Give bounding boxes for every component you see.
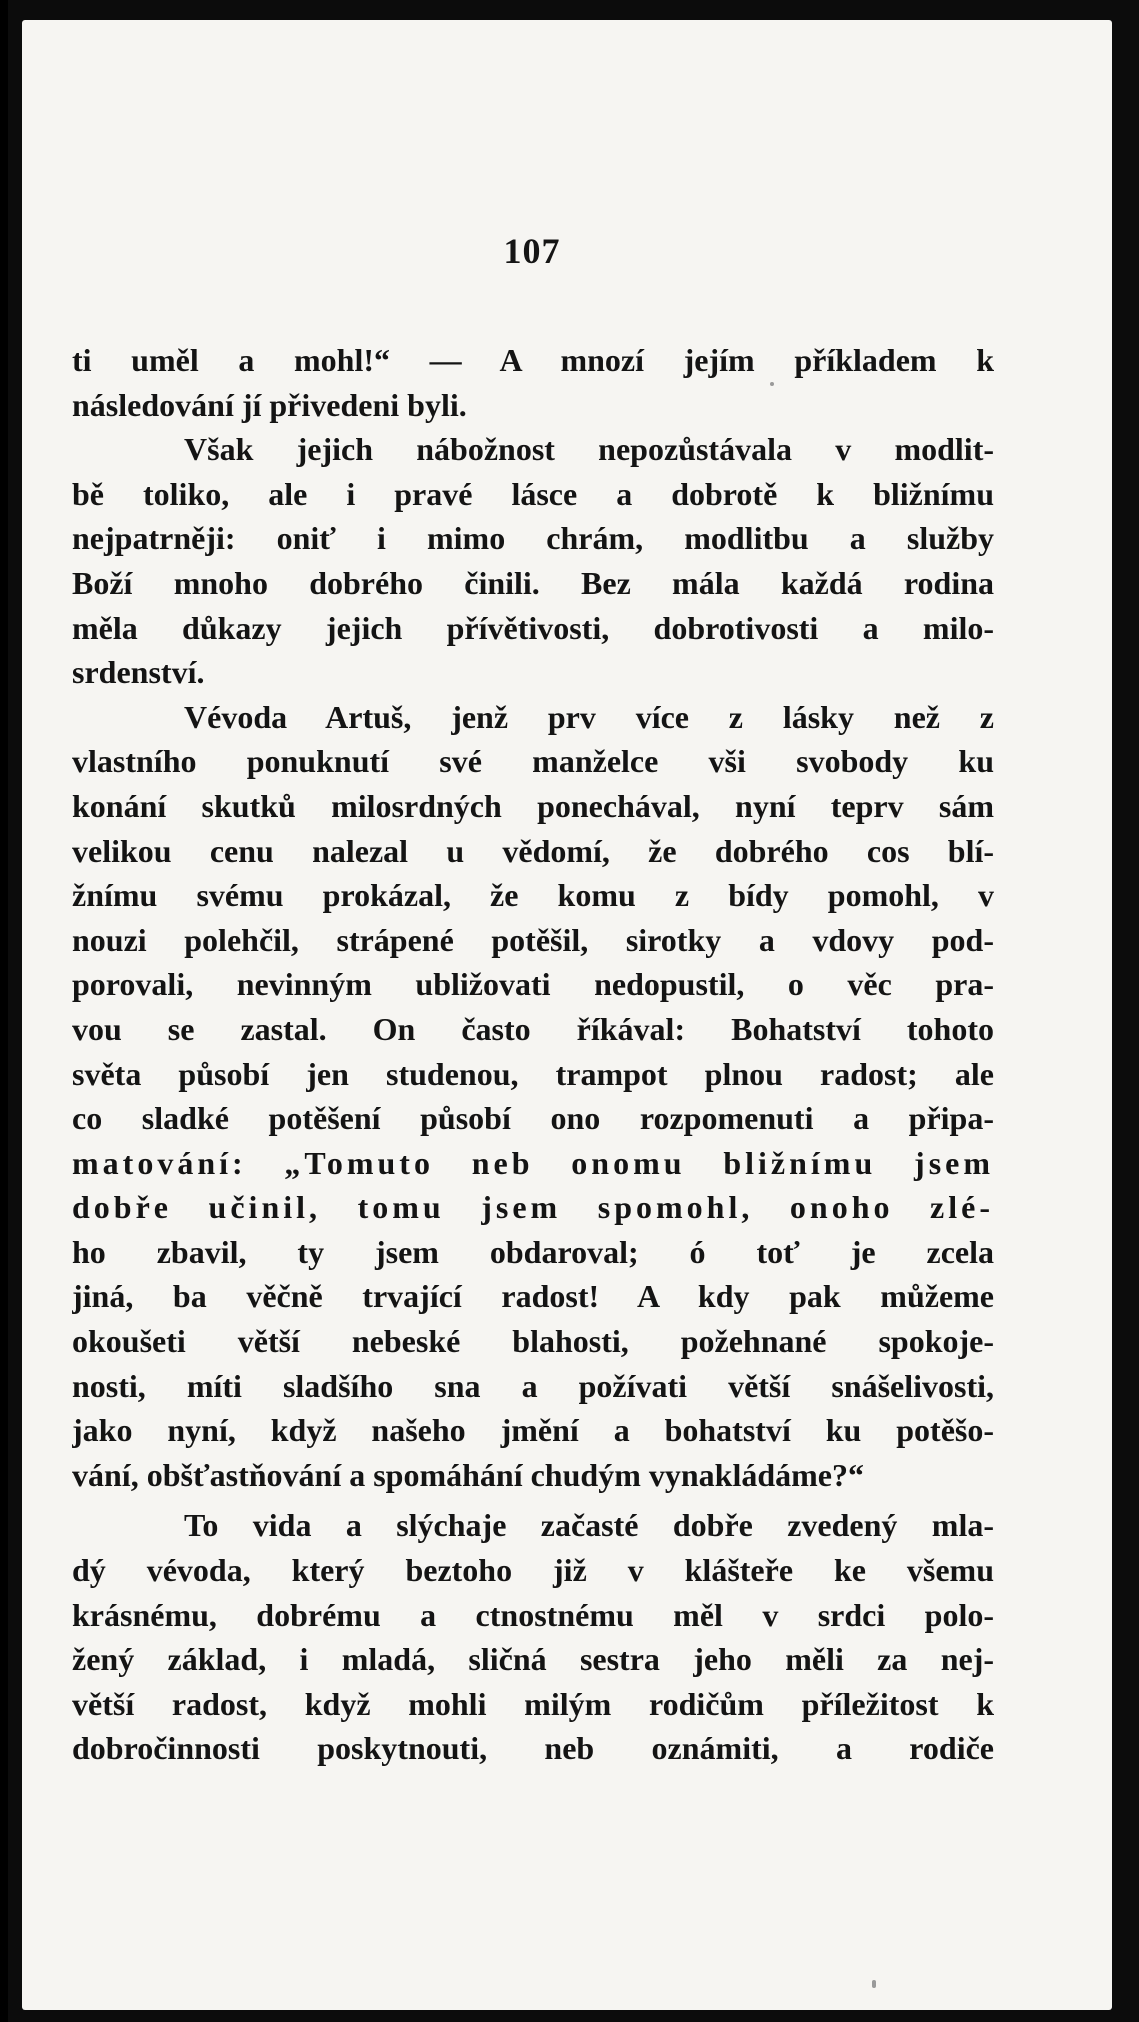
- text-line: nejpatrněji: oniť i mimo chrám, modlitbu a služby: [72, 520, 994, 557]
- paper-speck: [872, 1980, 876, 1988]
- text-line: matování: „Tomuto neb onomu bližnímu jsem: [72, 1144, 994, 1181]
- text-line: co sladké potěšení působí ono rozpomenuti a připa-: [72, 1100, 994, 1137]
- text-line: nouzi polehčil, strápené potěšil, sirotky a vdovy pod-: [72, 921, 994, 958]
- text-line: velikou cenu nalezal u vědomí, že dobrého cos blí-: [72, 832, 994, 869]
- text-line: konání skutků milosrdných ponechával, nyní teprv sám: [72, 787, 994, 824]
- text-line: dý vévoda, který beztoho již v klášteře ke všemu: [72, 1552, 994, 1589]
- text-line: To vida a slýchaje začasté dobře zvedený mla-: [184, 1507, 994, 1544]
- text-line: ti uměl a mohl!“ — A mnozí jejím příkladem k: [72, 342, 994, 378]
- paper-speck: [770, 382, 774, 386]
- text-line: Však jejich nábožnost nepozůstávala v modlit-: [184, 431, 994, 468]
- text-line: Boží mnoho dobrého činili. Bez mála každá rodina: [72, 564, 994, 601]
- text-line: jiná, ba věčně trvající radost! A kdy pak můžeme: [72, 1278, 994, 1315]
- text-line: dobročinnosti poskytnouti, neb oznámiti, a rodiče: [72, 1730, 994, 1767]
- text-line: žený základ, i mladá, sličná sestra jeho měli za nej-: [72, 1641, 994, 1678]
- text-line: vání, obšťastňování a spomáhání chudým vynakládáme?“: [72, 1456, 864, 1493]
- text-line: krásnému, dobrému a ctnostnému měl v srdci polo-: [72, 1596, 994, 1633]
- text-line: jako nyní, když našeho jmění a bohatství ku potěšo-: [72, 1412, 994, 1449]
- body-text: [72, 338, 994, 1771]
- text-line: okoušeti větší nebeské blahosti, požehnané spokoje-: [72, 1323, 994, 1360]
- text-line: bě tolikо, ale i pravé lásce a dobrotě k bližnímu: [72, 475, 994, 512]
- page-number: 107: [503, 231, 561, 271]
- text-line: vou se zastal. On často říkával: Bohatství tohoto: [72, 1010, 994, 1047]
- text-line: následování jí přivedeni byli.: [72, 386, 467, 423]
- text-line: porovali, nevinným ubližovati nedopustil, o věc pra-: [72, 966, 994, 1003]
- book-page: [22, 20, 1112, 2010]
- text-line: ho zbavil, ty jsem obdaroval; ó toť je zcela: [72, 1233, 994, 1270]
- text-line: srdenství.: [72, 654, 205, 691]
- text-line: světa působí jen studenou, trampot plnou radost; ale: [72, 1055, 994, 1092]
- text-line: Vévoda Artuš, jenž prv více z lásky než z: [184, 698, 994, 735]
- text-line: žnímu svému prokázal, že komu z bídy pomohl, v: [72, 877, 994, 914]
- text-line: větší radost, když mohli milým rodičům příležitost k: [72, 1685, 994, 1722]
- text-line: dobře učinil, tomu jsem spomohl, onoho zlé-: [72, 1189, 994, 1226]
- scan-edge-shadow: [0, 0, 8, 2022]
- text-line: měla důkazy jejich přívětivosti, dobrotivosti a milo-: [72, 609, 994, 646]
- text-line: nosti, míti sladšího sna a požívati větší snášelivosti,: [72, 1367, 994, 1404]
- text-line: vlastního ponuknutí své manželce vši svobody ku: [72, 743, 994, 780]
